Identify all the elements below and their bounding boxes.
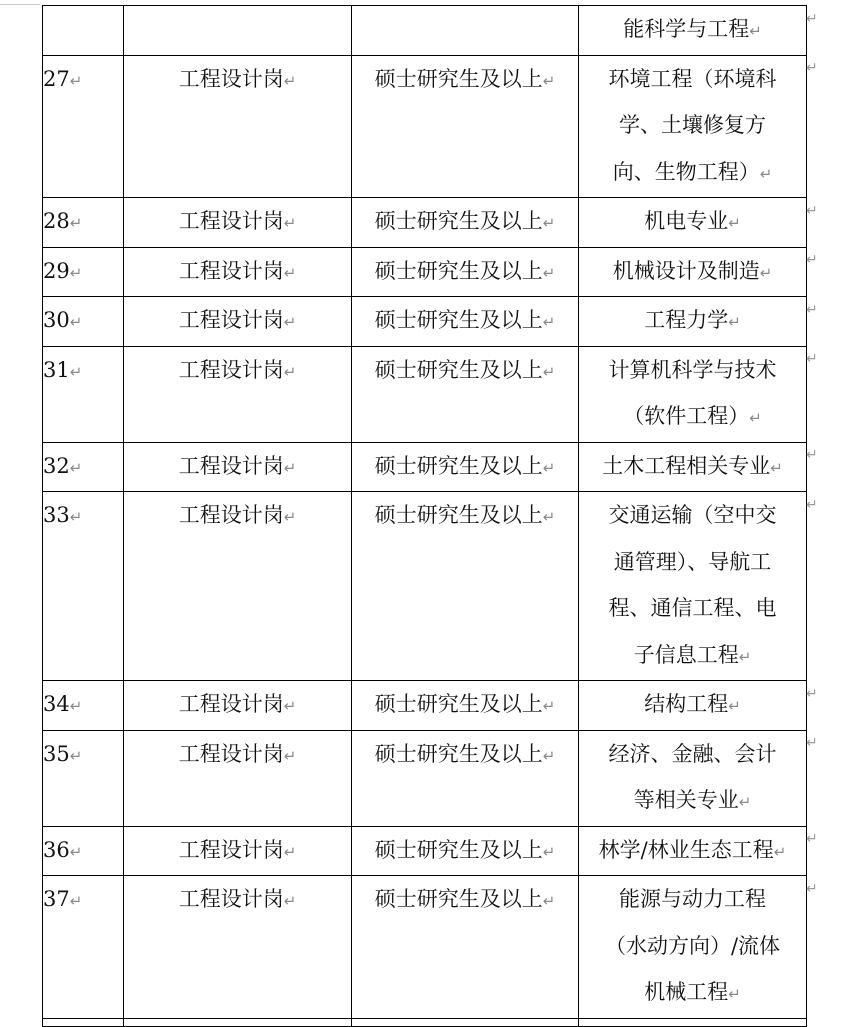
row-number: 32 bbox=[43, 453, 70, 478]
paragraph-mark-icon: ↵ bbox=[542, 892, 556, 910]
major-line: 经济、金融、会计 bbox=[608, 741, 777, 766]
row-number-cell bbox=[43, 247, 124, 297]
row-number: 33 bbox=[43, 503, 70, 527]
major-line: 林学/林业生态工程↵ bbox=[598, 837, 787, 862]
row-number-cell bbox=[43, 492, 124, 681]
paragraph-mark-icon: ↵ bbox=[773, 842, 787, 861]
table-row bbox=[43, 6, 807, 56]
major-cell bbox=[579, 1018, 807, 1026]
paragraph-mark-icon: ↵ bbox=[69, 71, 83, 90]
major-line: 结构工程↵ bbox=[644, 692, 741, 716]
table-row bbox=[43, 681, 807, 731]
table-row bbox=[43, 826, 807, 876]
major-cell bbox=[579, 730, 807, 826]
education-requirement: 硕士研究生及以上 bbox=[374, 258, 543, 283]
row-number: 29 bbox=[43, 258, 70, 283]
row-end-mark-icon: ↵ bbox=[806, 685, 818, 702]
position-name: 工程设计岗 bbox=[178, 66, 284, 91]
paragraph-mark-icon: ↵ bbox=[738, 793, 752, 811]
major-line: （软件工程）↵ bbox=[623, 404, 762, 428]
major-line: 机械工程↵ bbox=[644, 980, 741, 1004]
paragraph-mark-icon: ↵ bbox=[749, 22, 762, 40]
row-end-mark-icon: ↵ bbox=[806, 252, 818, 268]
row-number-cell bbox=[43, 876, 124, 1019]
major-line: 程、通信工程、电 bbox=[608, 596, 777, 620]
major-cell bbox=[579, 681, 807, 731]
paragraph-mark-icon: ↵ bbox=[283, 746, 297, 765]
education-requirement: 硕士研究生及以上 bbox=[374, 357, 543, 382]
major-cell bbox=[579, 198, 807, 248]
position-name: 工程设计岗 bbox=[178, 837, 284, 862]
row-end-mark-icon: ↵ bbox=[806, 301, 818, 318]
position-name: 工程设计岗 bbox=[178, 692, 284, 716]
paragraph-mark-icon: ↵ bbox=[283, 313, 297, 331]
position-name: 工程设计岗 bbox=[178, 503, 284, 527]
paragraph-mark-icon: ↵ bbox=[69, 746, 83, 765]
major-cell bbox=[579, 55, 807, 198]
position-cell bbox=[124, 730, 352, 826]
row-end-mark-icon: ↵ bbox=[806, 351, 818, 367]
position-cell bbox=[124, 198, 352, 248]
row-end-mark-icon: ↵ bbox=[806, 496, 818, 513]
education-cell bbox=[352, 730, 579, 826]
education-cell bbox=[352, 681, 579, 731]
table-row bbox=[43, 55, 807, 198]
position-cell bbox=[124, 55, 352, 198]
position-cell bbox=[124, 442, 352, 492]
paragraph-mark-icon: ↵ bbox=[542, 697, 556, 715]
row-end-mark-icon: ↵ bbox=[806, 880, 818, 897]
row-number-cell bbox=[43, 346, 124, 442]
row-number-cell bbox=[43, 681, 124, 731]
row-end-mark-icon: ↵ bbox=[806, 202, 818, 219]
row-number: 35 bbox=[43, 741, 70, 766]
paragraph-mark-icon: ↵ bbox=[283, 508, 297, 526]
major-line: 机电专业↵ bbox=[644, 209, 741, 233]
paragraph-mark-icon: ↵ bbox=[749, 409, 762, 427]
major-line: 土木工程相关专业↵ bbox=[602, 453, 783, 478]
row-number-cell bbox=[43, 826, 124, 876]
position-cell bbox=[124, 297, 352, 347]
paragraph-mark-icon: ↵ bbox=[69, 362, 83, 381]
paragraph-mark-icon: ↵ bbox=[728, 214, 741, 232]
paragraph-mark-icon: ↵ bbox=[69, 842, 83, 861]
position-name: 工程设计岗 bbox=[178, 887, 284, 911]
education-cell bbox=[352, 346, 579, 442]
paragraph-mark-icon: ↵ bbox=[283, 71, 297, 90]
paragraph-mark-icon: ↵ bbox=[69, 892, 83, 910]
page-corner-mark bbox=[0, 0, 40, 5]
position-cell bbox=[124, 1018, 352, 1026]
paragraph-mark-icon: ↵ bbox=[69, 313, 83, 331]
education-cell bbox=[352, 297, 579, 347]
row-end-mark-icon: ↵ bbox=[806, 735, 818, 751]
major-line: 学、土壤修复方 bbox=[619, 113, 766, 137]
table-row bbox=[43, 297, 807, 347]
row-number: 31 bbox=[43, 357, 70, 382]
row-number-cell bbox=[43, 730, 124, 826]
position-name: 工程设计岗 bbox=[178, 209, 284, 233]
paragraph-mark-icon: ↵ bbox=[738, 647, 752, 666]
education-requirement: 硕士研究生及以上 bbox=[374, 308, 543, 332]
position-cell bbox=[124, 876, 352, 1019]
major-line: 工程力学↵ bbox=[644, 308, 741, 332]
education-cell bbox=[352, 826, 579, 876]
paragraph-mark-icon: ↵ bbox=[542, 362, 556, 381]
position-name: 工程设计岗 bbox=[178, 258, 284, 283]
table-row bbox=[43, 492, 807, 681]
paragraph-mark-icon: ↵ bbox=[542, 71, 556, 90]
row-number: 30 bbox=[43, 308, 70, 332]
row-number-cell bbox=[43, 297, 124, 347]
education-requirement: 硕士研究生及以上 bbox=[374, 887, 543, 911]
position-cell bbox=[124, 826, 352, 876]
table-row bbox=[43, 442, 807, 492]
education-cell bbox=[352, 198, 579, 248]
major-line: （水动方向）/流体 bbox=[604, 933, 781, 958]
major-cell bbox=[579, 826, 807, 876]
paragraph-mark-icon: ↵ bbox=[728, 985, 741, 1003]
major-cell bbox=[579, 442, 807, 492]
position-cell bbox=[124, 681, 352, 731]
major-line: 环境工程（环境科 bbox=[608, 66, 777, 91]
paragraph-mark-icon: ↵ bbox=[283, 263, 297, 282]
table-row bbox=[43, 198, 807, 248]
row-end-mark-icon: ↵ bbox=[806, 10, 818, 27]
paragraph-mark-icon: ↵ bbox=[542, 263, 556, 282]
paragraph-mark-icon: ↵ bbox=[283, 458, 297, 477]
table-row bbox=[43, 247, 807, 297]
table-row bbox=[43, 730, 807, 826]
position-name: 工程设计岗 bbox=[178, 308, 284, 332]
major-line: 向、生物工程）↵ bbox=[612, 159, 773, 184]
major-line: 机械设计及制造↵ bbox=[612, 258, 773, 283]
paragraph-mark-icon: ↵ bbox=[542, 313, 556, 331]
paragraph-mark-icon: ↵ bbox=[283, 214, 297, 232]
major-line: 等相关专业↵ bbox=[633, 788, 752, 812]
paragraph-mark-icon: ↵ bbox=[759, 164, 773, 183]
major-cell bbox=[579, 876, 807, 1019]
paragraph-mark-icon: ↵ bbox=[283, 697, 297, 715]
education-requirement: 硕士研究生及以上 bbox=[374, 692, 543, 716]
paragraph-mark-icon: ↵ bbox=[542, 214, 556, 232]
major-line: 通管理）、导航工 bbox=[613, 549, 772, 574]
major-line: 子信息工程↵ bbox=[633, 642, 752, 667]
education-cell bbox=[352, 247, 579, 297]
row-number: 27 bbox=[43, 66, 70, 91]
paragraph-mark-icon: ↵ bbox=[69, 697, 83, 715]
education-requirement: 硕士研究生及以上 bbox=[374, 837, 543, 862]
row-number: 36 bbox=[43, 837, 70, 862]
education-requirement: 硕士研究生及以上 bbox=[374, 503, 543, 527]
row-number: 28 bbox=[43, 209, 70, 233]
major-cell bbox=[579, 346, 807, 442]
row-end-mark-icon: ↵ bbox=[806, 447, 818, 463]
row-number: 37 bbox=[43, 887, 70, 911]
table-row bbox=[43, 1018, 807, 1026]
paragraph-mark-icon: ↵ bbox=[542, 842, 556, 861]
position-name: 工程设计岗 bbox=[178, 357, 284, 382]
position-cell bbox=[124, 492, 352, 681]
paragraph-mark-icon: ↵ bbox=[728, 313, 741, 331]
paragraph-mark-icon: ↵ bbox=[283, 362, 297, 381]
paragraph-mark-icon: ↵ bbox=[69, 508, 83, 526]
row-number-cell bbox=[43, 198, 124, 248]
position-cell bbox=[124, 6, 352, 56]
paragraph-mark-icon: ↵ bbox=[69, 458, 83, 477]
major-cell bbox=[579, 247, 807, 297]
education-cell bbox=[352, 6, 579, 56]
paragraph-mark-icon: ↵ bbox=[728, 697, 741, 715]
position-cell bbox=[124, 247, 352, 297]
row-number-cell bbox=[43, 6, 124, 56]
education-cell bbox=[352, 442, 579, 492]
education-requirement: 硕士研究生及以上 bbox=[374, 741, 543, 766]
paragraph-mark-icon: ↵ bbox=[283, 842, 297, 861]
paragraph-mark-icon: ↵ bbox=[69, 214, 83, 232]
table-body bbox=[43, 6, 807, 1027]
education-cell bbox=[352, 492, 579, 681]
row-number-cell bbox=[43, 1018, 124, 1026]
education-cell bbox=[352, 55, 579, 198]
row-number: 34 bbox=[43, 692, 70, 716]
paragraph-mark-icon: ↵ bbox=[69, 263, 83, 282]
paragraph-mark-icon: ↵ bbox=[542, 458, 556, 477]
row-number-cell bbox=[43, 55, 124, 198]
education-requirement: 硕士研究生及以上 bbox=[374, 453, 543, 478]
major-line: 交通运输（空中交 bbox=[608, 503, 777, 527]
row-end-mark-icon: ↵ bbox=[806, 60, 818, 76]
major-cell bbox=[579, 492, 807, 681]
paragraph-mark-icon: ↵ bbox=[770, 458, 783, 477]
major-line: 计算机科学与技术 bbox=[608, 357, 777, 382]
position-name: 工程设计岗 bbox=[178, 453, 284, 478]
education-requirement: 硕士研究生及以上 bbox=[374, 209, 543, 233]
major-line: 能源与动力工程 bbox=[619, 887, 766, 911]
position-name: 工程设计岗 bbox=[178, 741, 284, 766]
table-row bbox=[43, 876, 807, 1019]
row-number-cell bbox=[43, 442, 124, 492]
paragraph-mark-icon: ↵ bbox=[283, 892, 297, 910]
education-requirement: 硕士研究生及以上 bbox=[374, 66, 543, 91]
position-cell bbox=[124, 346, 352, 442]
table-row bbox=[43, 346, 807, 442]
row-end-mark-icon: ↵ bbox=[806, 831, 818, 847]
recruitment-table bbox=[42, 5, 807, 1027]
paragraph-mark-icon: ↵ bbox=[542, 508, 556, 526]
major-cell bbox=[579, 297, 807, 347]
education-cell bbox=[352, 1018, 579, 1026]
major-line: 能科学与工程↵ bbox=[623, 17, 762, 41]
education-cell bbox=[352, 876, 579, 1019]
major-cell bbox=[579, 6, 807, 56]
paragraph-mark-icon: ↵ bbox=[759, 263, 773, 282]
paragraph-mark-icon: ↵ bbox=[542, 746, 556, 765]
